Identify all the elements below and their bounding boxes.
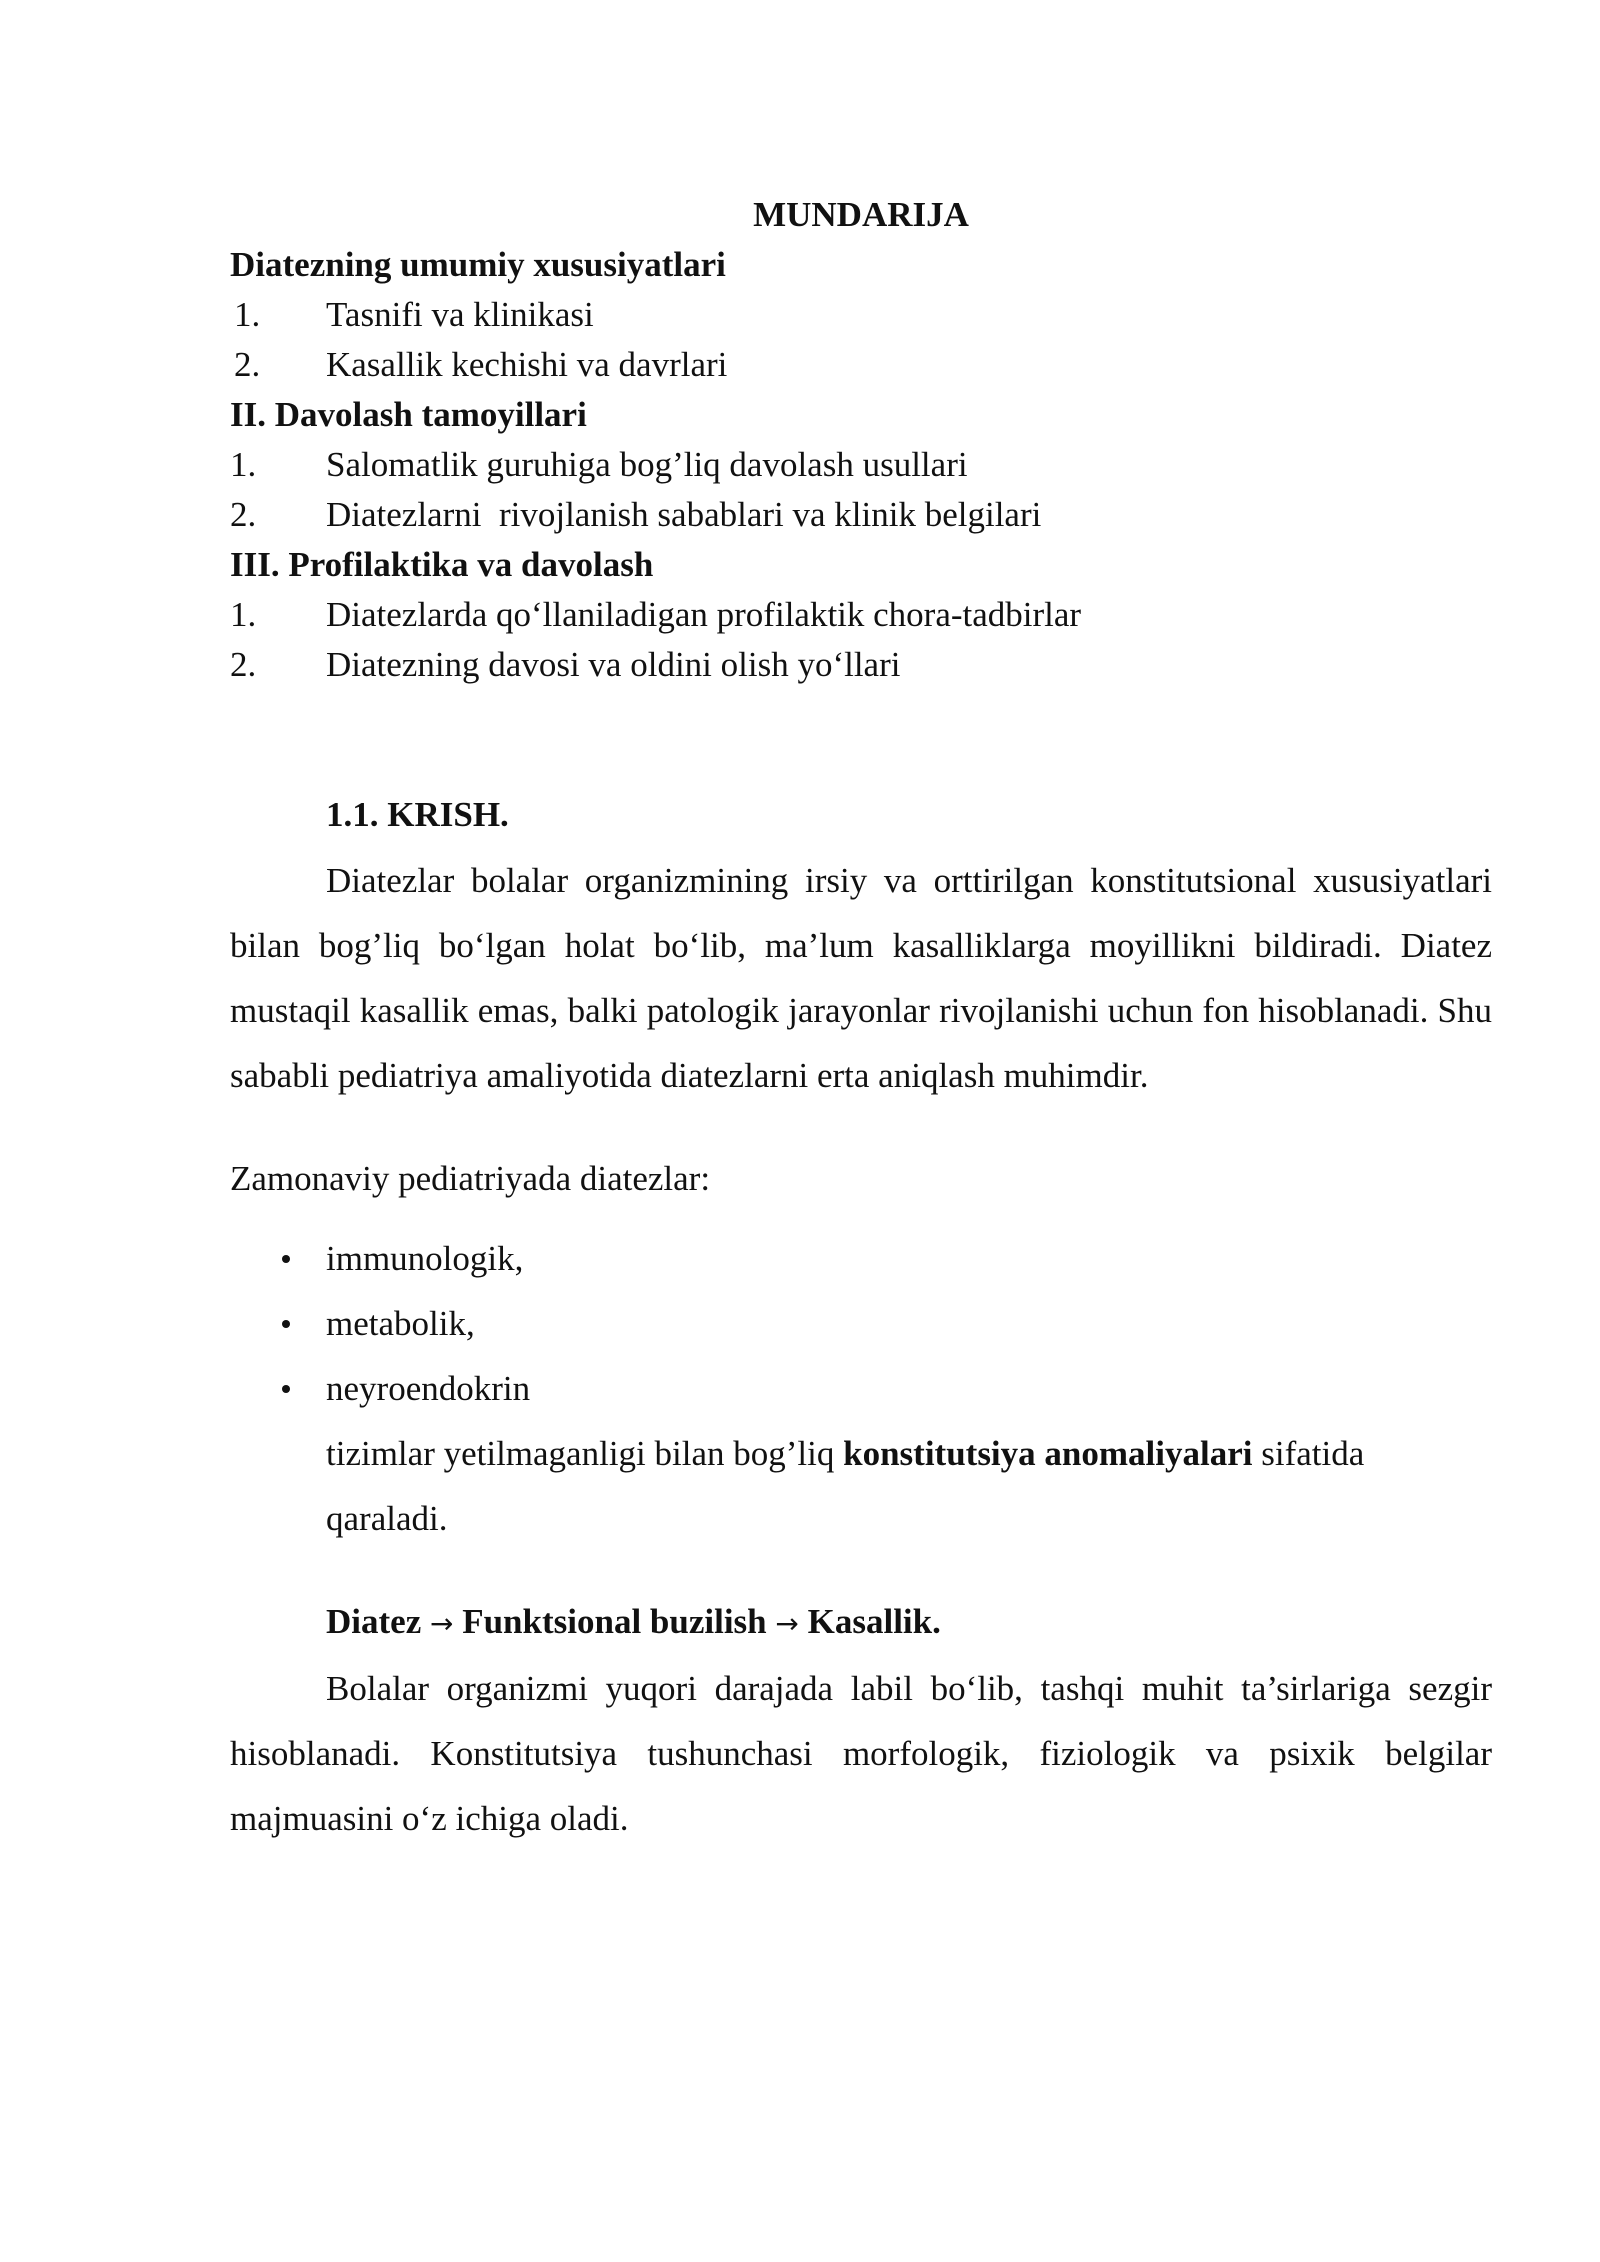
intro-paragraph: Diatezlar bolalar organizmining irsiy va orttirilgan konstitutsional xususiyatlari bilan bog’liq bo‘lgan holat bo‘lib, ma’lum kasalliklarga moyillikni bildiradi. Diatez mustaqil kasallik emas, balki patologik jarayonlar rivojlanishi uchun fon hisoblanadi. Shu sababli pediatriya amaliyotida diatezlarni erta aniqlash muhimdir.: [230, 861, 1492, 1095]
continuation-text: tizimlar yetilmaganligi bilan bog’liq: [326, 1434, 844, 1473]
flow-step: Kasallik.: [807, 1602, 941, 1641]
spacer: [230, 1551, 1492, 1589]
list-item: [230, 1226, 1492, 1291]
toc-item: [230, 440, 1492, 490]
toc-heading-1: Diatezning umumiy xususiyatlari: [230, 245, 726, 284]
toc-item-text: Diatezlarda qo‘llaniladigan profilaktik chora-tadbirlar: [326, 595, 1082, 634]
list-intro: Zamonaviy pediatriyada diatezlar:: [230, 1159, 711, 1198]
toc-heading-2: II. Davolash tamoyillari: [230, 395, 587, 434]
list-item: [230, 1291, 1492, 1356]
spacer: [230, 690, 1492, 790]
emphasis-text: konstitutsiya anomaliyalari: [843, 1434, 1253, 1473]
toc-item-number: 2.: [230, 495, 257, 534]
list-item-text: metabolik,: [326, 1304, 475, 1343]
toc-item: [230, 640, 1492, 690]
flow-line: [230, 1589, 1492, 1656]
bullet-icon: [230, 1291, 326, 1356]
toc-title: MUNDARIJA: [753, 195, 969, 234]
toc-item: [230, 490, 1492, 540]
flow-step: Diatez: [326, 1602, 422, 1641]
toc-item: [230, 590, 1492, 640]
toc-item-text: Salomatlik guruhiga bog’liq davolash usullari: [326, 445, 968, 484]
section-title: 1.1. KRISH.: [326, 795, 509, 834]
toc-item-text: Diatezlarni rivojlanish sabablari va klinik belgilari: [326, 495, 1042, 534]
spacer: [230, 1108, 1492, 1146]
toc-heading-3: III. Profilaktika va davolash: [230, 545, 654, 584]
arrow-right-icon: →: [429, 1607, 454, 1640]
toc-item-number: 1.: [230, 445, 257, 484]
arrow-right-icon: →: [775, 1607, 799, 1640]
continuation-text-end: sifatida qaraladi.: [326, 1434, 1365, 1538]
toc-item-text: Kasallik kechishi va davrlari: [326, 345, 728, 384]
toc-item-number: 2.: [234, 345, 261, 384]
toc-item: [230, 340, 1492, 390]
list-item-text: neyroendokrin: [326, 1369, 531, 1408]
flow-step: Funktsional buzilish: [462, 1602, 767, 1641]
list-item: [230, 1356, 1492, 1421]
toc-item-text: Diatezning davosi va oldini olish yo‘llari: [326, 645, 901, 684]
list-item-text: immunologik,: [326, 1239, 524, 1278]
bullet-icon: [230, 1226, 326, 1291]
bullet-icon: [230, 1356, 326, 1421]
toc-item: [230, 290, 1492, 340]
toc-item-number: 1.: [230, 595, 257, 634]
list-continuation: [230, 1421, 1492, 1551]
document-page: [230, 190, 1492, 1851]
toc-item-text: Tasnifi va klinikasi: [326, 295, 594, 334]
toc-item-number: 2.: [230, 645, 257, 684]
bullet-list: [230, 1226, 1492, 1421]
toc-item-number: 1.: [234, 295, 261, 334]
spacer: [230, 840, 1492, 848]
spacer: [230, 1211, 1492, 1226]
closing-paragraph: Bolalar organizmi yuqori darajada labil bo‘lib, tashqi muhit ta’sirlariga sezgir hisoblanadi. Konstitutsiya tushunchasi morfologik, fiziologik va psixik belgilar majmuasini o‘z ichiga oladi.: [230, 1669, 1492, 1838]
